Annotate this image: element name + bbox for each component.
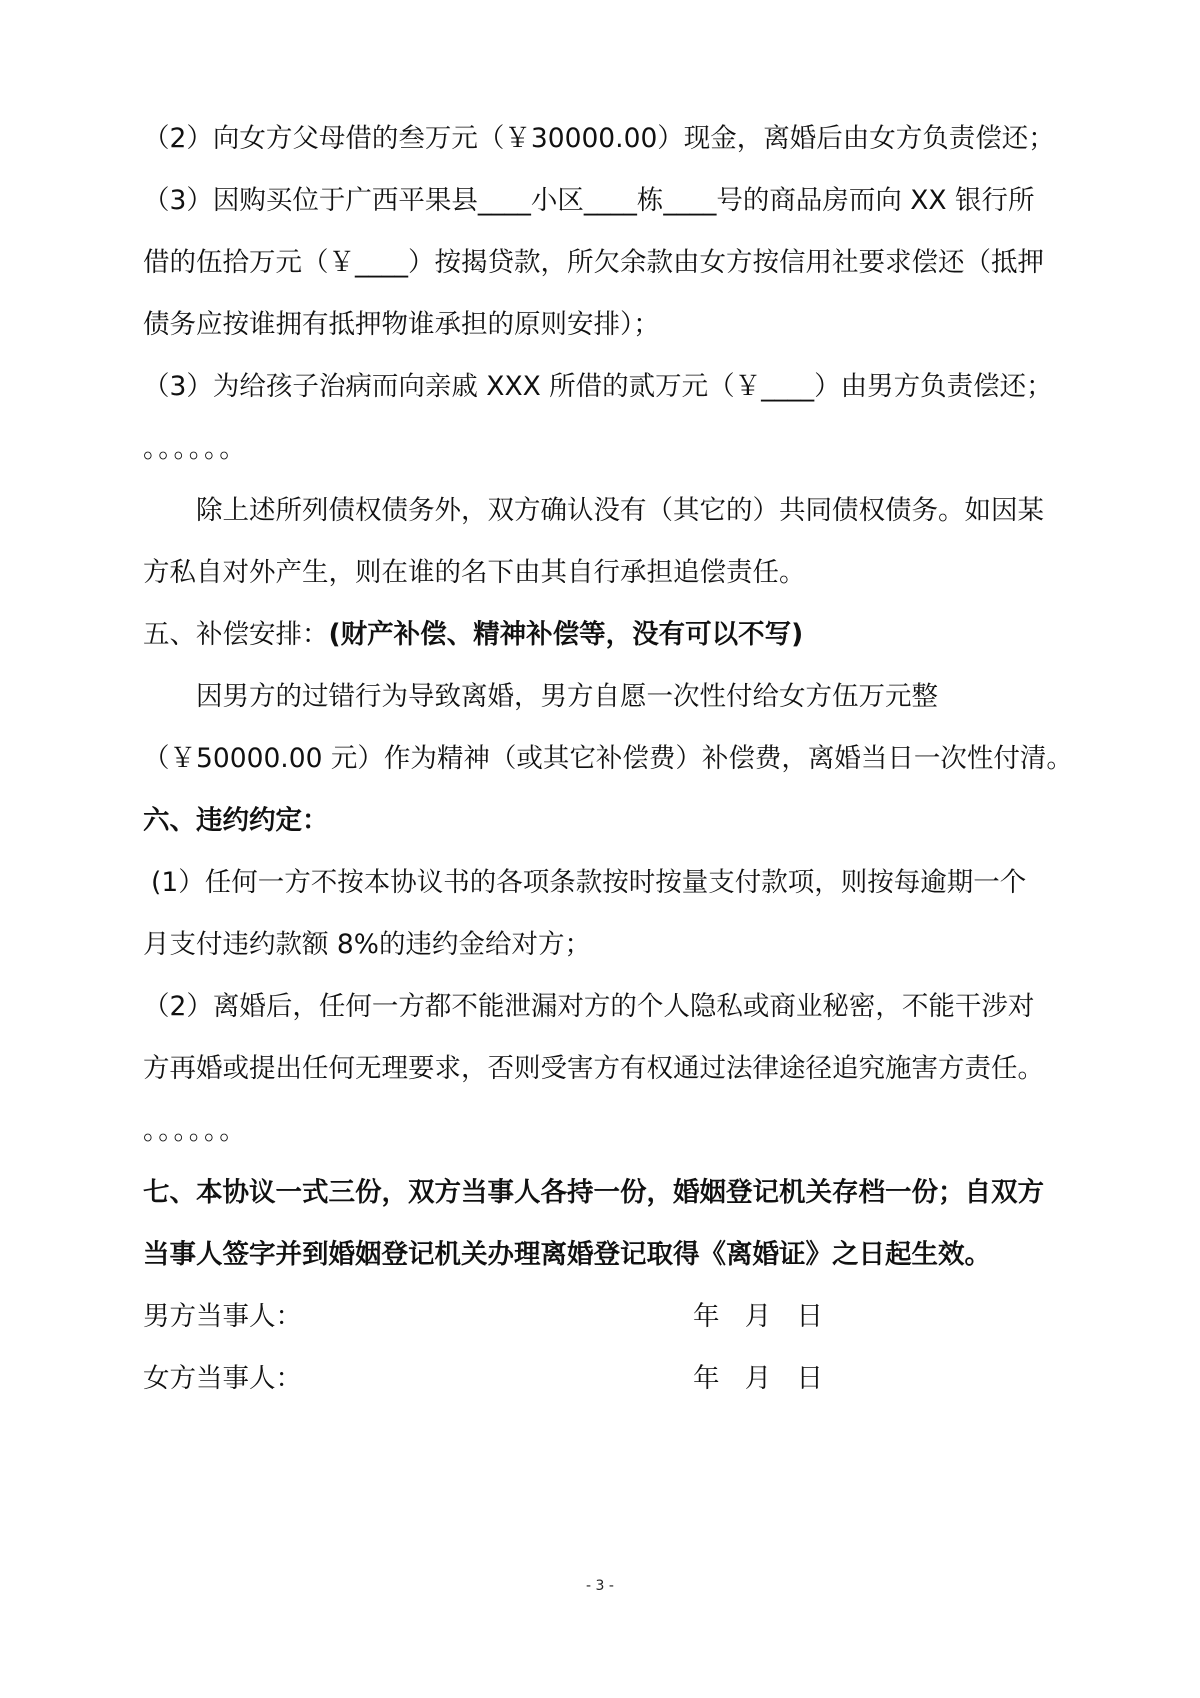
debt-ellipsis: 。。。。。。 [143,433,248,464]
signature-male-row [143,1286,1103,1348]
compensation-heading-note: (财产补偿、精神补偿等，没有可以不写) [328,619,804,650]
signature-male-label: 男方当事人： [143,1301,302,1332]
effect-clause-line-1: 七、本协议一式三份，双方当事人各持一份，婚姻登记机关存档一份；自双方 [143,1177,1044,1208]
document-body [143,108,1103,1410]
breach-heading: 六、违约约定： [143,805,329,836]
debt-closing-line-2: 方私自对外产生，则在谁的名下由其自行承担追偿责任。 [143,557,806,588]
breach-ellipsis: 。。。。。。 [143,1115,248,1146]
compensation-heading [143,604,1103,666]
page-number: - 3 - [586,1578,614,1594]
signature-female-row [143,1348,1103,1410]
signature-female-date: 年 月 日 [693,1363,824,1394]
signature-male-date: 年 月 日 [693,1301,824,1332]
breach-item-2-line-1: （2）离婚后，任何一方都不能泄漏对方的个人隐私或商业秘密，不能干涉对 [143,991,1035,1022]
signature-female-label: 女方当事人： [143,1363,302,1394]
compensation-body-line-2: （￥50000.00 元）作为精神（或其它补偿费）补偿费，离婚当日一次性付清。 [143,743,1073,774]
debt-item-parents: （2）向女方父母借的叁万元（￥30000.00）现金，离婚后由女方负责偿还； [143,123,1055,154]
breach-item-2-line-2: 方再婚或提出任何无理要求，否则受害方有权通过法律途径追究施害方责任。 [143,1053,1044,1084]
debt-closing-line-1: 除上述所列债权债务外，双方确认没有（其它的）共同债权债务。如因某 [196,495,1044,526]
effect-clause-line-2: 当事人签字并到婚姻登记机关办理离婚登记取得《离婚证》之日起生效。 [143,1239,991,1270]
compensation-heading-title: 五、补偿安排： [143,619,329,650]
debt-item-relative: （3）为给孩子治病而向亲戚 XXX 所借的贰万元（￥____）由男方负责偿还； [143,371,1053,402]
breach-item-1-line-1: (1）任何一方不按本协议书的各项条款按时按量支付款项，则按每逾期一个 [151,867,1027,898]
debt-item-mortgage-line-3: 债务应按谁拥有抵押物谁承担的原则安排）； [143,309,660,340]
debt-item-mortgage-line-2: 借的伍拾万元（￥____）按揭贷款，所欠余款由女方按信用社要求偿还（抵押 [143,247,1044,278]
compensation-body-line-1: 因男方的过错行为导致离婚，男方自愿一次性付给女方伍万元整 [196,681,938,712]
debt-item-mortgage-line-1: （3）因购买位于广西平果县____小区____栋____号的商品房而向 XX 银行所 [143,185,1035,216]
breach-item-1-line-2: 月支付违约款额 8%的违约金给对方； [143,929,591,960]
